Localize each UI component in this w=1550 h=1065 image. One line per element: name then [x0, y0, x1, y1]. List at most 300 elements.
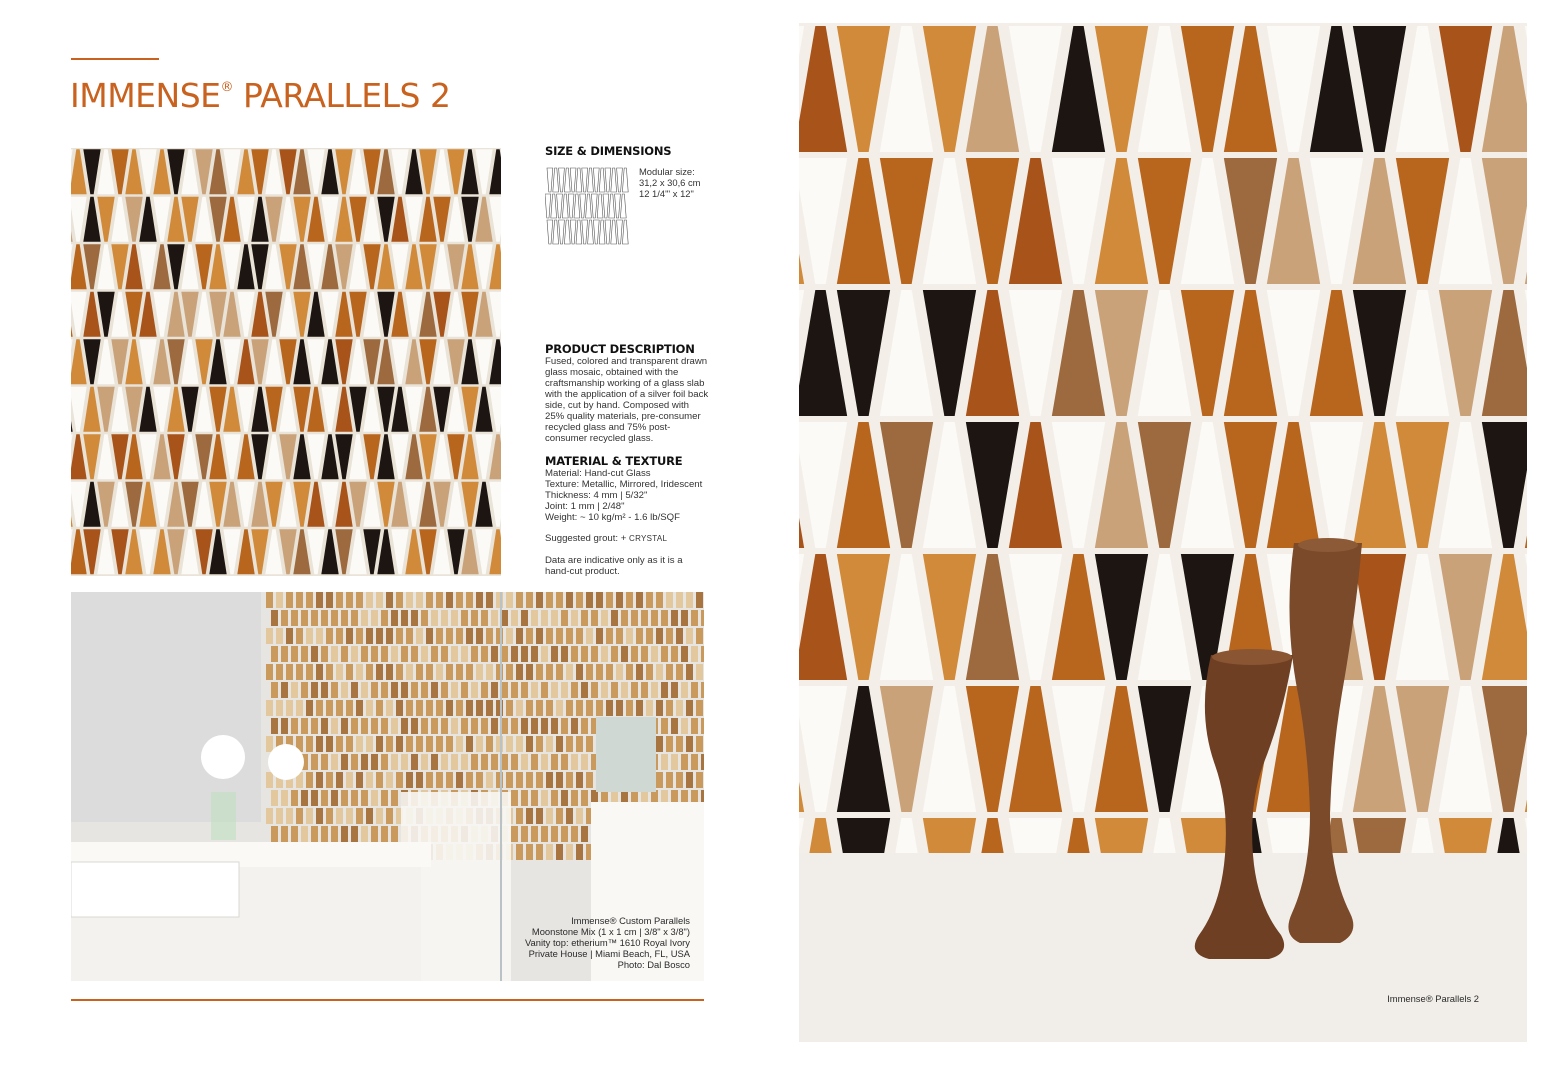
bathroom-tile: [616, 664, 623, 680]
bathroom-tile: [416, 628, 423, 644]
bathroom-tile: [406, 592, 413, 608]
bathroom-tile: [421, 646, 428, 662]
bathroom-tile: [481, 646, 488, 662]
bathroom-tile: [371, 790, 378, 806]
bathroom-tile: [291, 610, 298, 626]
bottom-accent-rule: [71, 999, 704, 1001]
bathroom-tile: [671, 682, 678, 698]
bathroom-tile: [536, 664, 543, 680]
bathroom-tile: [366, 808, 373, 824]
bathroom-tile: [346, 736, 353, 752]
bathroom-tile: [701, 610, 704, 626]
bathroom-tile: [301, 826, 308, 842]
bathroom-tile: [606, 592, 613, 608]
bathroom-tile: [356, 664, 363, 680]
diagram-tile: [559, 168, 565, 192]
bathroom-tile: [396, 772, 403, 788]
bathroom-tile: [296, 808, 303, 824]
bathroom-tile: [476, 628, 483, 644]
bathroom-tile: [556, 664, 563, 680]
bathroom-tile: [316, 772, 323, 788]
bathroom-tile: [491, 754, 498, 770]
bathroom-tile: [541, 754, 548, 770]
bathroom-tile: [286, 628, 293, 644]
bathroom-tile: [586, 664, 593, 680]
bathroom-tile: [401, 646, 408, 662]
bathroom-tile: [481, 610, 488, 626]
bathroom-tile: [461, 718, 468, 734]
bathroom-tile: [396, 736, 403, 752]
grout-value: CRYSTAL: [629, 534, 668, 543]
bathroom-tile: [671, 718, 678, 734]
bathroom-tile: [596, 664, 603, 680]
bathroom-tile: [601, 646, 608, 662]
bathroom-tile: [301, 682, 308, 698]
bathroom-tile: [331, 826, 338, 842]
title-accent-rule: [71, 58, 159, 60]
bathroom-tile: [611, 682, 618, 698]
bathroom-tile: [341, 754, 348, 770]
bathroom-tile: [516, 844, 523, 860]
bathroom-tile: [701, 754, 704, 770]
bathroom-tile: [556, 628, 563, 644]
bathroom-tile: [441, 718, 448, 734]
bathroom-tile: [511, 826, 518, 842]
mosaic-swatch-graphic: [71, 148, 501, 576]
diagram-tile: [599, 168, 605, 192]
bathroom-tile: [696, 664, 703, 680]
bathroom-tile: [266, 628, 273, 644]
material-line: Material: Hand-cut Glass: [545, 468, 651, 479]
bathroom-tile: [411, 754, 418, 770]
bathroom-tile: [531, 610, 538, 626]
bathroom-tile: [286, 664, 293, 680]
bathroom-tile: [466, 664, 473, 680]
bathroom-tile: [696, 772, 703, 788]
bathroom-tile: [541, 682, 548, 698]
bathroom-tile: [656, 736, 663, 752]
bathroom-tile: [386, 664, 393, 680]
bathroom-tile: [551, 718, 558, 734]
bathroom-tile: [636, 628, 643, 644]
bathroom-tile: [316, 664, 323, 680]
diagram-tile: [553, 220, 559, 244]
bathroom-tile: [601, 610, 608, 626]
bathroom-tile: [511, 754, 518, 770]
bathroom-tile: [311, 718, 318, 734]
bathroom-tile: [346, 664, 353, 680]
bathroom-tile: [396, 700, 403, 716]
bathroom-tile: [421, 610, 428, 626]
bathroom-tile: [291, 646, 298, 662]
bathroom-tile: [471, 646, 478, 662]
bathroom-tile: [576, 736, 583, 752]
bathroom-tile: [531, 682, 538, 698]
bathroom-tile: [281, 610, 288, 626]
bathroom-tile: [456, 592, 463, 608]
bathroom-tile: [376, 664, 383, 680]
diagram-tile: [576, 220, 582, 244]
bathroom-tile: [416, 592, 423, 608]
bathroom-tile: [681, 610, 688, 626]
bathroom-tile: [276, 628, 283, 644]
bathroom-tile: [346, 592, 353, 608]
bathroom-tile: [486, 772, 493, 788]
bathroom-tile: [516, 664, 523, 680]
bathroom-tile: [296, 628, 303, 644]
bathroom-tile: [456, 664, 463, 680]
bathroom-tile: [266, 736, 273, 752]
bathroom-tile: [306, 700, 313, 716]
bathroom-tile: [401, 718, 408, 734]
bathroom-tile: [551, 754, 558, 770]
bathroom-tile: [336, 628, 343, 644]
bathroom-tile: [661, 646, 668, 662]
bathroom-tile: [671, 754, 678, 770]
bathroom-tile: [546, 736, 553, 752]
bathroom-tile: [536, 844, 543, 860]
bathroom-tile: [396, 592, 403, 608]
bathroom-tile: [351, 718, 358, 734]
bathroom-tile: [581, 682, 588, 698]
bathroom-tile: [386, 592, 393, 608]
bathroom-tile: [536, 700, 543, 716]
material-texture-heading: MATERIAL & TEXTURE: [545, 454, 683, 468]
bathroom-tile: [441, 610, 448, 626]
bathroom-tile: [476, 664, 483, 680]
bathroom-tile: [561, 754, 568, 770]
bathroom-tile: [436, 592, 443, 608]
bathroom-tile: [551, 826, 558, 842]
bathroom-tile: [556, 772, 563, 788]
caption-line: Vanity top: etherium™ 1610 Royal Ivory: [524, 937, 690, 948]
product-description-text: Fused, colored and transparent drawn glass mosaic, obtained with the craftsmanship working of a glass slab with the application of a silver foil back side, cut by hand. Composed with 25% quality materials, pre-consumer recycled glass and 75% post-consumer recycled glass.: [545, 356, 709, 444]
bathroom-tile: [266, 772, 273, 788]
bathroom-tile: [576, 700, 583, 716]
bathroom-tile: [546, 808, 553, 824]
bathroom-tile: [636, 700, 643, 716]
diagram-tile: [547, 168, 553, 192]
bathroom-tile: [346, 772, 353, 788]
bathroom-tile: [621, 610, 628, 626]
diagram-tile: [562, 194, 568, 218]
diagram-tile: [574, 194, 580, 218]
bathroom-tile: [401, 610, 408, 626]
bathroom-photo-caption: [525, 915, 690, 970]
bathroom-tile: [566, 700, 573, 716]
bathroom-tile: [276, 592, 283, 608]
modular-size-text: Modular size: 31,2 x 30,6 cm 12 1/4"' x 12": [639, 166, 701, 199]
bathroom-tile: [626, 592, 633, 608]
bathroom-tile: [446, 736, 453, 752]
bathroom-tile: [486, 700, 493, 716]
bathroom-tile: [501, 754, 508, 770]
grout-label: Suggested grout: +: [545, 533, 630, 544]
bathroom-tile: [291, 718, 298, 734]
bathroom-tile: [516, 592, 523, 608]
caption-line: Photo: Dal Bosco: [617, 959, 690, 970]
bathroom-tile: [341, 646, 348, 662]
bathroom-tile: [306, 736, 313, 752]
bathroom-tile: [306, 628, 313, 644]
bathroom-tile: [436, 628, 443, 644]
bathroom-tile: [436, 664, 443, 680]
bathroom-tile: [526, 808, 533, 824]
diagram-tile: [605, 168, 611, 192]
bathroom-tile: [676, 700, 683, 716]
size-dimensions-heading: SIZE & DIMENSIONS: [545, 144, 672, 158]
bathroom-tile: [451, 682, 458, 698]
bathroom-tile: [351, 826, 358, 842]
bathroom-tile: [471, 718, 478, 734]
bathroom-tile: [681, 718, 688, 734]
diagram-tile: [551, 194, 557, 218]
product-description-heading: PRODUCT DESCRIPTION: [545, 342, 695, 356]
bathroom-tile: [446, 664, 453, 680]
bathroom-tile: [526, 700, 533, 716]
bathroom-tile: [381, 682, 388, 698]
bathroom-tile: [656, 592, 663, 608]
bathroom-tile: [326, 592, 333, 608]
bathroom-tile: [356, 592, 363, 608]
bathroom-tile: [606, 664, 613, 680]
bathroom-tile: [286, 700, 293, 716]
bathroom-tile: [346, 808, 353, 824]
bathroom-tile: [546, 592, 553, 608]
diagram-tile: [615, 194, 621, 218]
bathroom-tile: [366, 664, 373, 680]
bathroom-tile: [326, 628, 333, 644]
diagram-tile: [582, 168, 588, 192]
bathroom-tile: [696, 736, 703, 752]
bathroom-tile: [506, 628, 513, 644]
bathroom-tile: [316, 700, 323, 716]
bathroom-tile: [381, 718, 388, 734]
bathroom-tile: [456, 772, 463, 788]
bathroom-tile: [396, 628, 403, 644]
bathroom-tile: [541, 790, 548, 806]
bathroom-tile: [531, 790, 538, 806]
bathroom-tile: [446, 772, 453, 788]
bathroom-tile: [436, 700, 443, 716]
bathroom-tile: [326, 700, 333, 716]
bathroom-tile: [506, 592, 513, 608]
bathroom-tile: [596, 628, 603, 644]
bathroom-tile: [461, 682, 468, 698]
bathroom-tile: [686, 628, 693, 644]
bathroom-tile: [321, 718, 328, 734]
bathroom-tile: [501, 718, 508, 734]
bathroom-tile: [511, 790, 518, 806]
bathroom-tile: [646, 700, 653, 716]
bathroom-tile: [356, 736, 363, 752]
bathroom-tile: [331, 682, 338, 698]
bathroom-tile: [366, 628, 373, 644]
bathroom-tile: [566, 736, 573, 752]
bathroom-tile: [506, 772, 513, 788]
bathroom-tile: [361, 682, 368, 698]
bathroom-tile: [666, 664, 673, 680]
bathroom-tile: [591, 610, 598, 626]
bathroom-tile: [346, 628, 353, 644]
bathroom-tile: [506, 736, 513, 752]
bathroom-tile: [676, 736, 683, 752]
bathroom-tile: [636, 592, 643, 608]
bathroom-tile: [316, 736, 323, 752]
bathroom-tile: [501, 646, 508, 662]
bathroom-tile: [546, 700, 553, 716]
bathroom-tile: [586, 772, 593, 788]
bathroom-photo: [71, 592, 704, 981]
bathroom-tile: [691, 682, 698, 698]
bathroom-tile: [456, 628, 463, 644]
bathroom-tile: [341, 682, 348, 698]
diagram-tile: [545, 194, 551, 218]
bathroom-tile: [586, 700, 593, 716]
diagram-tile: [622, 220, 628, 244]
bathroom-tile: [676, 772, 683, 788]
bathroom-tile: [361, 754, 368, 770]
bathroom-tile: [676, 592, 683, 608]
bathroom-tile: [686, 736, 693, 752]
bathroom-tile: [651, 682, 658, 698]
bathroom-tile: [651, 610, 658, 626]
bathroom-tile: [451, 718, 458, 734]
diagram-tile: [599, 220, 605, 244]
tall-candle-top: [1298, 538, 1358, 552]
bathroom-tile: [666, 592, 673, 608]
bathroom-tile: [626, 664, 633, 680]
bathroom-tile: [366, 772, 373, 788]
bathroom-tile: [341, 610, 348, 626]
bathroom-tile: [461, 754, 468, 770]
diagram-tile: [611, 168, 617, 192]
bathroom-tile: [351, 610, 358, 626]
bathroom-tile: [356, 628, 363, 644]
material-texture-section: [545, 454, 709, 523]
bathroom-tile: [316, 628, 323, 644]
bathroom-tile: [691, 754, 698, 770]
bathroom-tile: [541, 826, 548, 842]
bathroom-tile: [416, 700, 423, 716]
bathroom-tile: [271, 790, 278, 806]
bathroom-tile: [551, 682, 558, 698]
bathroom-tile: [471, 754, 478, 770]
bathroom-tile: [556, 844, 563, 860]
bathroom-tile: [376, 628, 383, 644]
bathroom-tile: [521, 826, 528, 842]
bathroom-tile: [686, 592, 693, 608]
bathroom-tile: [391, 610, 398, 626]
bathroom-tile: [311, 754, 318, 770]
diagram-tile: [559, 220, 565, 244]
bathroom-tile: [691, 718, 698, 734]
bathroom-tile: [546, 844, 553, 860]
bathroom-tile: [581, 718, 588, 734]
bathroom-tile: [321, 610, 328, 626]
bathroom-tile: [331, 790, 338, 806]
bathroom-tile: [561, 826, 568, 842]
bathroom-tile: [386, 736, 393, 752]
bathroom-tile: [701, 718, 704, 734]
bathroom-tile: [341, 790, 348, 806]
bathroom-tile: [436, 772, 443, 788]
bathroom-tile: [506, 664, 513, 680]
bathroom-tile: [466, 700, 473, 716]
bathroom-tile: [386, 808, 393, 824]
bathroom-tile: [511, 610, 518, 626]
bathroom-tile: [696, 592, 703, 608]
bathroom-tile: [391, 718, 398, 734]
bathroom-tile: [581, 826, 588, 842]
bathroom-tile: [276, 664, 283, 680]
bathroom-tile: [561, 610, 568, 626]
bathroom-tile: [451, 646, 458, 662]
bathroom-tile: [491, 646, 498, 662]
bathroom-tile: [376, 808, 383, 824]
diagram-tile: [570, 168, 576, 192]
bathroom-tile: [316, 808, 323, 824]
bathroom-tile: [506, 700, 513, 716]
bathroom-tile: [561, 718, 568, 734]
bathroom-tile: [391, 790, 398, 806]
bathroom-tile: [346, 700, 353, 716]
bathroom-tile: [546, 664, 553, 680]
bathroom-tile: [561, 646, 568, 662]
bathroom-tile: [301, 718, 308, 734]
bathroom-tile: [536, 628, 543, 644]
bathroom-tile: [331, 646, 338, 662]
bathroom-tile: [286, 808, 293, 824]
diagram-tile: [597, 194, 603, 218]
bathroom-tile: [376, 592, 383, 608]
bathroom-tile: [266, 592, 273, 608]
bathroom-tile: [551, 790, 558, 806]
wall-photo-caption: Immense® Parallels 2: [1387, 993, 1479, 1004]
bathroom-tile: [536, 736, 543, 752]
bathroom-tile: [661, 754, 668, 770]
bathroom-tile: [681, 682, 688, 698]
bathroom-tile: [281, 826, 288, 842]
bathroom-tile: [701, 682, 704, 698]
bathroom-tile: [476, 736, 483, 752]
bathroom-tile: [396, 664, 403, 680]
bathroom-tile: [426, 592, 433, 608]
dimension-row: [545, 166, 715, 248]
registered-mark: ®: [220, 80, 234, 95]
bathroom-tile: [516, 700, 523, 716]
bathroom-tile: [446, 592, 453, 608]
bathroom-tile: [311, 610, 318, 626]
bathroom-tile: [511, 718, 518, 734]
bathroom-tile: [431, 682, 438, 698]
bathroom-tile: [371, 682, 378, 698]
bathroom-tile: [471, 610, 478, 626]
bathroom-tile: [486, 736, 493, 752]
bathroom-tile: [406, 772, 413, 788]
bathroom-tile: [456, 736, 463, 752]
bathroom-tile: [666, 628, 673, 644]
bathroom-tile: [616, 592, 623, 608]
bathroom-tile: [556, 736, 563, 752]
caption-line: Moonstone Mix (1 x 1 cm | 3/8" x 3/8"): [531, 926, 690, 937]
bathroom-tile: [586, 592, 593, 608]
bathroom-tile: [641, 646, 648, 662]
bathroom-tile: [321, 646, 328, 662]
bathroom-tile: [486, 628, 493, 644]
bathroom-tile: [431, 754, 438, 770]
bathroom-tile: [351, 646, 358, 662]
